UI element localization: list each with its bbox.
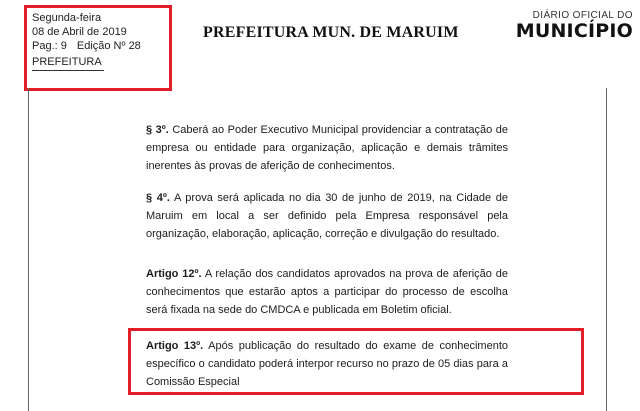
article-label: Artigo 13º.: [146, 340, 204, 352]
paragraph-3: [146, 121, 508, 175]
article-text: Após publicação do resultado do exame de conhecimento específico o candidato poderá interpor recurso no prazo de 05 dias para a Comissão Especial: [146, 340, 509, 388]
article-12: [146, 265, 508, 319]
paragraph-label: § 3º.: [146, 124, 169, 136]
frame-left-border: [28, 88, 29, 411]
header-page: Pag.: 9: [32, 40, 67, 52]
section-name: PREFEITURA: [32, 56, 102, 68]
paragraph-text: A prova será aplicada no dia 30 de junho de 2019, na Cidade de Maruim em local a ser definido pela Empresa responsável pela organização, elaboração, aplicação, correção e divulgação do resultado.: [146, 192, 508, 240]
paragraph-text: Caberá ao Poder Executivo Municipal providenciar a contratação de empresa ou entidade para organização, aplicação e demais trâmites inerentes às provas de aferição de conhecimentos.: [146, 124, 508, 172]
logo-main-text: MUNICÍPIO: [515, 20, 633, 42]
article-text: A relação dos candidatos aprovados na prova de aferição de conhecimentos que estarão aptos a participar do processo de escolha será fixada na sede do CMDCA e publicada em Boletim oficial.: [146, 268, 509, 316]
header-edition: Edição Nº 28: [76, 40, 141, 52]
paragraph-label: § 4º.: [146, 192, 170, 204]
article-highlight-box: [128, 328, 584, 395]
header-weekday: Segunda-feira: [32, 12, 102, 24]
paragraph-4: [146, 189, 508, 243]
gazette-logo: [515, 10, 633, 41]
header-highlight-box: [24, 5, 172, 91]
header-date: 08 de Abril de 2019: [32, 26, 127, 38]
logo-top-text: DIÁRIO OFICIAL DO: [532, 10, 633, 21]
page-title: PREFEITURA MUN. DE MARUIM: [203, 24, 459, 41]
frame-right-border: [606, 88, 607, 411]
article-label: Artigo 12º.: [146, 268, 202, 280]
